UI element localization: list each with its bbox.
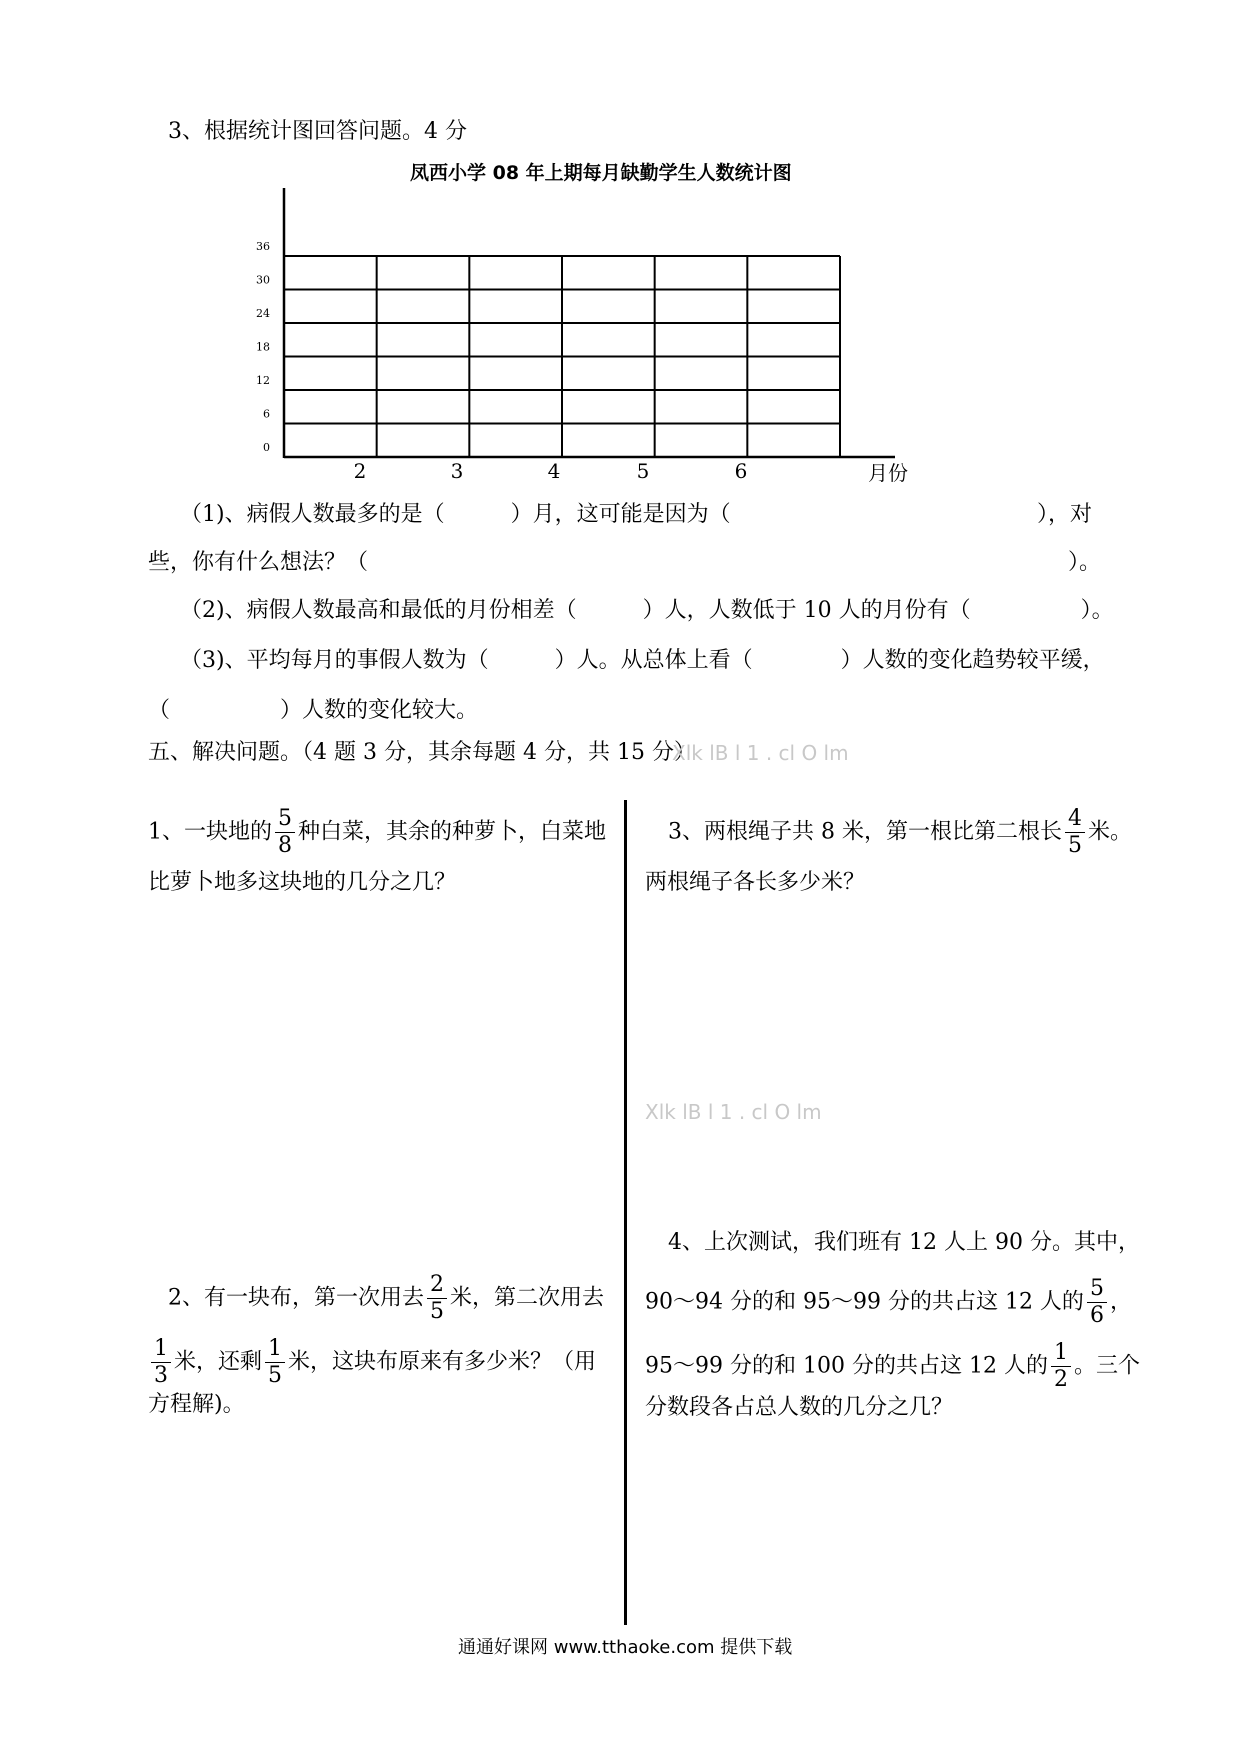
watermark-text-2: Xlk lB l 1 . cl O lm: [645, 1100, 822, 1124]
fraction-1-5: $\frac{1}{5}$: [265, 1338, 285, 1387]
subquestion-3-part-b: （ ）人数的变化较大。: [148, 698, 479, 723]
fraction-5-6: $\frac{5}{6}$: [1087, 1278, 1107, 1327]
subquestion-1-part-d: ）。: [1068, 550, 1102, 575]
subquestion-1-part-a: （1)、病假人数最多的是（ ）月，这可能是因为（: [180, 502, 731, 527]
x-tick-label: 6: [734, 459, 748, 483]
y-tick-label: 36: [256, 240, 270, 253]
chart-y-tick-labels: [256, 240, 270, 454]
problem-1-line-1: 1、一块地的 $\frac{5}{8}$ 种白菜，其余的种萝卜，白菜地: [148, 806, 607, 858]
column-divider: [624, 800, 627, 1625]
problem-2-line-3: 方程解)。: [148, 1392, 245, 1417]
bar-chart: [240, 185, 920, 495]
problem-3-line-2: 两根绳子各长多少米？: [645, 870, 866, 895]
x-tick-label: 2: [353, 459, 367, 483]
chart-grid: [284, 256, 840, 457]
problem-2-line-2: $\frac{1}{3}$ 米，还剩 $\frac{1}{5}$ 米，这块布原来有多少米？（用: [148, 1338, 596, 1387]
y-tick-label: 0: [263, 441, 270, 454]
chart-x-tick-labels: [354, 459, 748, 483]
y-tick-label: 30: [256, 273, 270, 287]
x-tick-label: 5: [636, 459, 650, 483]
fraction-1-3: $\frac{1}{3}$: [151, 1338, 171, 1387]
fraction-2-5: $\frac{2}{5}$: [427, 1274, 447, 1323]
y-tick-label: 24: [256, 307, 270, 320]
watermark-text: Xlk lB l 1 . cl O lm: [672, 741, 849, 765]
fraction-4-5: $\frac{4}{5}$: [1065, 808, 1085, 857]
problem-4-line-2: 90～94 分的和 95～99 分的共占这 12 人的 $\frac{5}{6}$ ，: [645, 1276, 1132, 1328]
fraction-5-8: $\frac{5}{8}$: [275, 808, 295, 857]
x-tick-label: 4: [547, 459, 561, 483]
chart-title: 凤西小学 08 年上期每月缺勤学生人数统计图: [410, 162, 792, 184]
problem-2-line-1: 2、有一块布，第一次用去 $\frac{2}{5}$ 米，第二次用去: [168, 1272, 605, 1324]
y-tick-label: 6: [263, 407, 270, 421]
y-tick-label: 18: [256, 340, 270, 354]
question-3-heading: 3、根据统计图回答问题。4 分: [168, 119, 467, 144]
subquestion-1-part-c: 些，你有什么想法？（: [148, 550, 369, 575]
problem-4-line-3: 95～99 分的和 100 分的共占这 12 人的 $\frac{1}{2}$ 。三个: [645, 1340, 1140, 1392]
problem-3-line-1: 3、两根绳子共 8 米，第一根比第二根长 $\frac{4}{5}$ 米。: [668, 806, 1132, 858]
problem-4-line-4: 分数段各占总人数的几分之几？: [645, 1395, 954, 1420]
chart-x-axis-label: 月份: [868, 461, 908, 485]
fraction-1-2: $\frac{1}{2}$: [1051, 1342, 1071, 1391]
x-tick-label: 3: [450, 459, 464, 483]
problem-1-line-2: 比萝卜地多这块地的几分之几？: [148, 870, 457, 895]
footer-text: 通通好课网 www.tthaoke.com 提供下载: [458, 1637, 793, 1658]
subquestion-2: （2)、病假人数最高和最低的月份相差（ ）人，人数低于 10 人的月份有（ ）。: [180, 598, 1114, 623]
subquestion-3-part-a: （3)、平均每月的事假人数为（ ）人。从总体上看（ ）人数的变化趋势较平缓，: [180, 648, 1105, 673]
y-tick-label: 12: [256, 374, 270, 387]
problem-4-line-1: 4、上次测试，我们班有 12 人上 90 分。其中，: [668, 1230, 1140, 1255]
subquestion-1-part-b: ），对: [1037, 502, 1093, 527]
section-5-heading: 五、解决问题。（4 题 3 分，其余每题 4 分，共 15 分）: [148, 740, 696, 765]
